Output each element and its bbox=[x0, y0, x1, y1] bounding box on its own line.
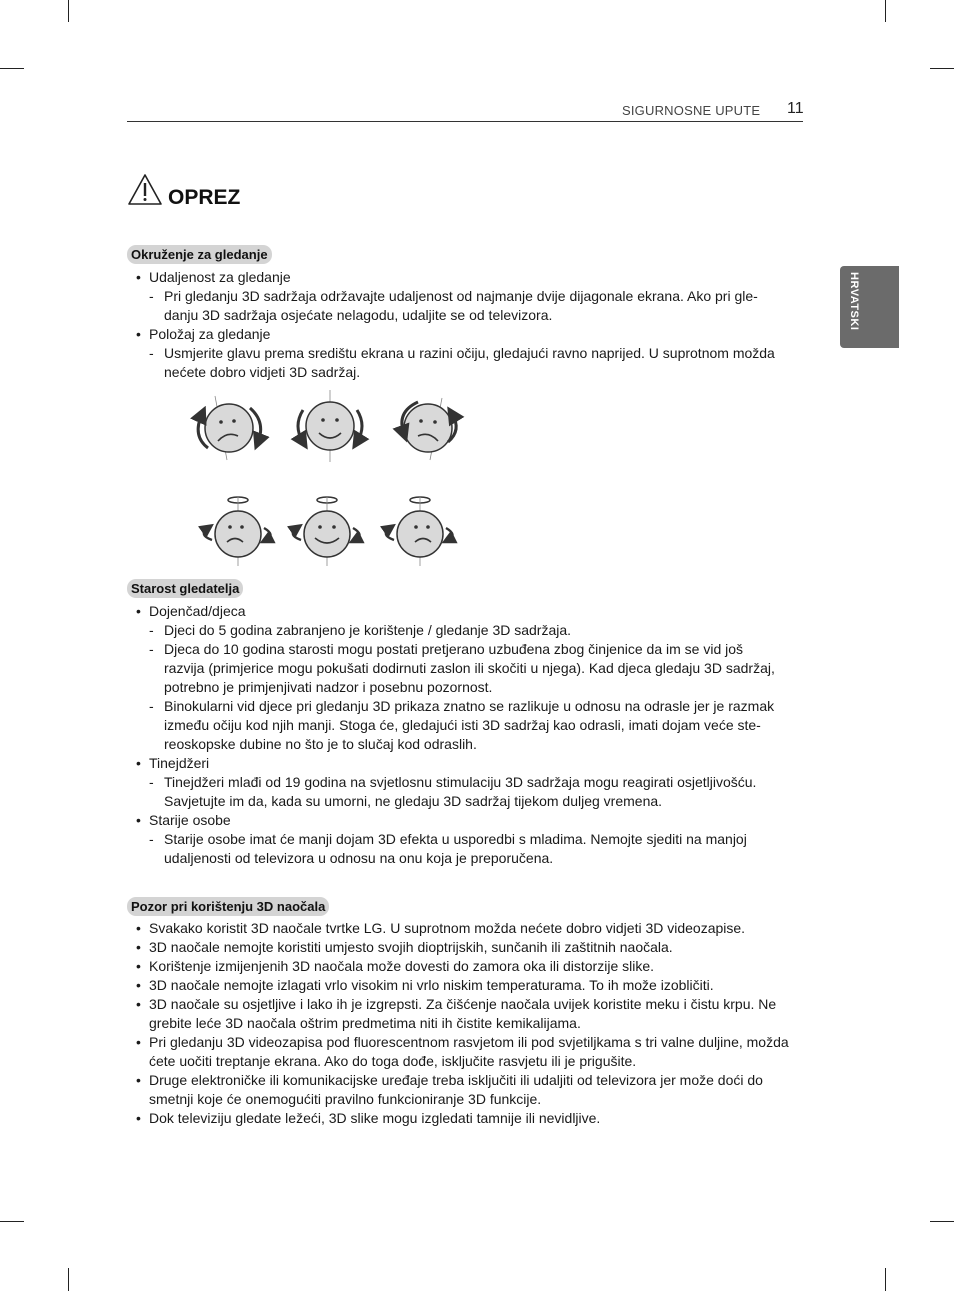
section-heading: Pozor pri korištenju 3D naočala bbox=[127, 897, 329, 916]
crop-mark bbox=[930, 1221, 954, 1222]
list-item: • 3D naočale su osjetljive i lako ih je izgrepsti. Za čišćenje naočala uvijek koristite meku i čistu krpu. Ne grebite leće 3D naočala oštrim predmetima niti ih čistite kemikalijama. bbox=[127, 995, 807, 1033]
list-item: • Tinejdžeri bbox=[127, 754, 807, 773]
sub-list-item: - Usmjerite glavu prema središtu ekrana u razini očiju, gledajući ravno naprijed. U suprotnom možda nećete dobro vidjeti 3D sadržaj. bbox=[127, 344, 789, 382]
section-content bbox=[127, 602, 807, 868]
crop-mark bbox=[930, 68, 954, 69]
list-item: • Dojenčad/djeca bbox=[127, 602, 807, 621]
crop-mark bbox=[68, 0, 69, 22]
list-item: • Položaj za gledanje bbox=[127, 325, 807, 344]
list-item: • Korištenje izmijenjenih 3D naočala može dovesti do zamora oka ili distorzije slike. bbox=[127, 957, 807, 976]
crop-mark bbox=[0, 1221, 24, 1222]
list-item: • Dok televiziju gledate ležeći, 3D slike mogu izgledati tamnije ili nevidljive. bbox=[127, 1109, 807, 1128]
section-heading: Starost gledatelja bbox=[127, 579, 243, 598]
crop-mark bbox=[68, 1268, 69, 1291]
list-item: • 3D naočale nemojte koristiti umjesto svojih dioptrijskih, sunčanih ili zaštitnih naočala. bbox=[127, 938, 807, 957]
header-section-title: SIGURNOSNE UPUTE bbox=[622, 103, 761, 118]
list-item: • 3D naočale nemojte izlagati vrlo visokim ni vrlo niskim temperaturama. To ih može izobličiti. bbox=[127, 976, 807, 995]
list-item: • Svakako koristit 3D naočale tvrtke LG. U suprotnom možda nećete dobro vidjeti 3D videozapise. bbox=[127, 919, 807, 938]
language-tab bbox=[840, 266, 899, 348]
page-number: 11 bbox=[787, 100, 804, 117]
language-tab-label: HRVATSKI bbox=[848, 272, 860, 331]
sub-list-item: - Pri gledanju 3D sadržaja održavajte udaljenost od najmanje dvije dijagonale ekrana. Ako pri gle-danju 3D sadržaja osjećate nelagodu, udaljite se od televizora. bbox=[127, 287, 784, 325]
list-item: • Udaljenost za gledanje bbox=[127, 268, 807, 287]
list-item: • Starije osobe bbox=[127, 811, 807, 830]
warning-icon bbox=[127, 173, 163, 206]
crop-mark bbox=[0, 68, 24, 69]
sad-turned-right-face-icon bbox=[386, 496, 453, 566]
sub-list-item: - Starije osobe imat će manji dojam 3D efekta u usporedbi s mladima. Nemojte sjediti na manjoj udaljenosti od televizora u odnosu na onu koja je preporučena. bbox=[127, 830, 782, 868]
sub-list-item: - Djeci do 5 godina zabranjeno je korištenje / gledanje 3D sadržaja. bbox=[127, 621, 807, 640]
section-content bbox=[127, 268, 807, 382]
happy-front-face-icon bbox=[293, 496, 360, 566]
sub-list-item: - Djeca do 10 godina starosti mogu postati pretjerano uzbuđena zbog činjenice da im se vid još razvija (primjerice mogu pokušati dodirnuti zaslon ili skočiti u njega). Kad djeca gledaju 3D sadržaj, potrebno je primjenjivati nadzor i posebnu pozornost. bbox=[127, 640, 787, 697]
sub-list-item: - Binokularni vid djece pri gledanju 3D prikaza znatno se razlikuje u odnosu na odrasle jer je razmak između očiju kod njih manji. Stoga će, gledajući isti 3D sadržaj kao odrasli, imati dojam veće ste-reoskopske dubine no što je to slučaj kod odraslih. bbox=[127, 697, 782, 754]
section-content bbox=[127, 919, 807, 1128]
sad-tilted-right-face-icon bbox=[402, 398, 456, 460]
page-title: OPREZ bbox=[168, 186, 241, 209]
sad-tilted-left-face-icon bbox=[198, 396, 261, 460]
happy-upright-face-icon bbox=[298, 390, 362, 462]
crop-mark bbox=[885, 1268, 886, 1291]
sub-list-item: - Tinejdžeri mlađi od 19 godina na svjetlosnu stimulaciju 3D sadržaja mogu reagirati osjetljivošću. Savjetujte im da, kada su umorni, ne gledaju 3D sadržaj tijekom duljeg vremena. bbox=[127, 773, 782, 811]
sad-turned-left-face-icon bbox=[204, 496, 271, 566]
head-position-illustration bbox=[180, 390, 490, 580]
section-heading: Okruženje za gledanje bbox=[127, 245, 272, 264]
crop-mark bbox=[885, 0, 886, 22]
list-item: • Pri gledanju 3D videozapisa pod fluorescentnom rasvjetom ili pod svjetiljkama s tri valne duljine, možda ćete uočiti treptanje ekrana. Ako do toga dođe, isključite rasvjetu ili je prigušite. bbox=[127, 1033, 807, 1071]
header-divider bbox=[127, 121, 803, 122]
list-item: • Druge elektroničke ili komunikacijske uređaje treba isključiti ili udaljiti od televizora jer može doći do smetnji koje će onemogućiti pravilno funkcioniranje 3D funkcije. bbox=[127, 1071, 789, 1109]
